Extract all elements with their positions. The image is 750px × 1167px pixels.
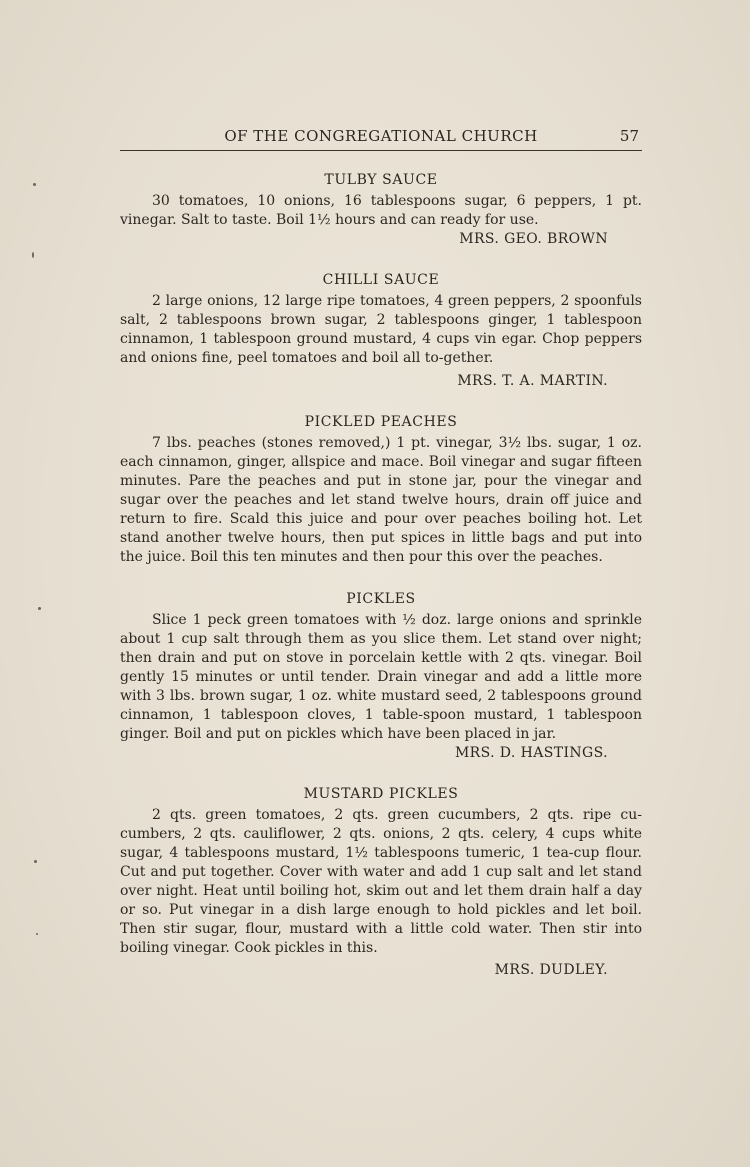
recipe-pickled-peaches (120, 414, 642, 567)
recipe-title: TULBY SAUCE (324, 172, 438, 188)
paper-speck (38, 607, 41, 610)
recipe-text: 2 qts. green tomatoes, 2 qts. green cucumbers, 2 qts. ripe cu-cumbers, 2 qts. cauliflower, 2 qts. onions, 2 qts. celery, 4 cups white sugar, 4 tablespoons mustard, 1½ tablespoons tumeric, 1 tea-cup flour. Cut and put together. Cover with water and add 1 cup salt and let stand over night. Heat until boiling hot, skim out and let them drain half a day or so. Put vinegar in a dish large enough to hold pickles and let boil. Then stir sugar, flour, mustard with a little cold water. Then stir into boiling vinegar. Cook pickles in this. (120, 807, 642, 956)
recipe-pickles (120, 591, 642, 763)
header-rule (120, 150, 642, 151)
paper-speck (32, 252, 34, 258)
recipe-author: MRS. T. A. MARTIN. (457, 373, 608, 389)
recipe-author: MRS. DUDLEY. (494, 962, 608, 978)
paper-speck (36, 933, 38, 935)
paper-speck (33, 183, 36, 186)
page-number: 57 (619, 127, 639, 145)
recipe-title: CHILLI SAUCE (322, 272, 440, 288)
recipe-list (120, 172, 642, 980)
recipe-tulby-sauce (120, 172, 642, 249)
recipe-chilli-sauce (120, 272, 642, 391)
recipe-author: MRS. GEO. BROWN (459, 231, 608, 247)
running-head: OF THE CONGREGATIONAL CHURCH (224, 127, 538, 145)
recipe-text: 7 lbs. peaches (stones removed,) 1 pt. vinegar, 3½ lbs. sugar, 1 oz. each cinnamon, ginger, allspice and mace. Boil vinegar and sugar fifteen minutes. Pare the peaches and put in stone jar, pour the vinegar and sugar over the peaches and let stand twelve hours, drain off juice and return to fire. Scald this juice and pour over peaches boiling hot. Let stand another twelve hours, then put spices in little bags and put into the juice. Boil this ten minutes and then pour this over the peaches. (120, 435, 642, 565)
recipe-text: 30 tomatoes, 10 onions, 16 tablespoons sugar, 6 peppers, 1 pt. vinegar. Salt to taste. Boil 1½ hours and can ready for use. (120, 193, 642, 228)
recipe-text: 2 large onions, 12 large ripe tomatoes, 4 green peppers, 2 spoonfuls salt, 2 tablespoons brown sugar, 2 tablespoons ginger, 1 tablespoon cinnamon, 1 tablespoon ground mustard, 4 cups vin egar. Chop peppers and onions fine, peel tomatoes and boil all to-gether. (120, 293, 642, 366)
recipe-title: MUSTARD PICKLES (303, 786, 459, 802)
recipe-author: MRS. D. HASTINGS. (454, 745, 608, 761)
recipe-mustard-pickles (120, 786, 642, 980)
page-header (120, 127, 642, 149)
paper-speck (34, 860, 37, 863)
recipe-title: PICKLED PEACHES (304, 414, 458, 430)
recipe-title: PICKLES (346, 591, 416, 607)
recipe-text: Slice 1 peck green tomatoes with ½ doz. large onions and sprinkle about 1 cup salt through them as you slice them. Let stand over night; then drain and put on stove in porcelain kettle with 2 qts. vinegar. Boil gently 15 minutes or until tender. Drain vinegar and add a little more with 3 lbs. brown sugar, 1 oz. white mustard seed, 2 tablespoons ground cinnamon, 1 tablespoon cloves, 1 table-spoon mustard, 1 tablespoon ginger. Boil and put on pickles which have been placed in jar. (120, 612, 642, 742)
